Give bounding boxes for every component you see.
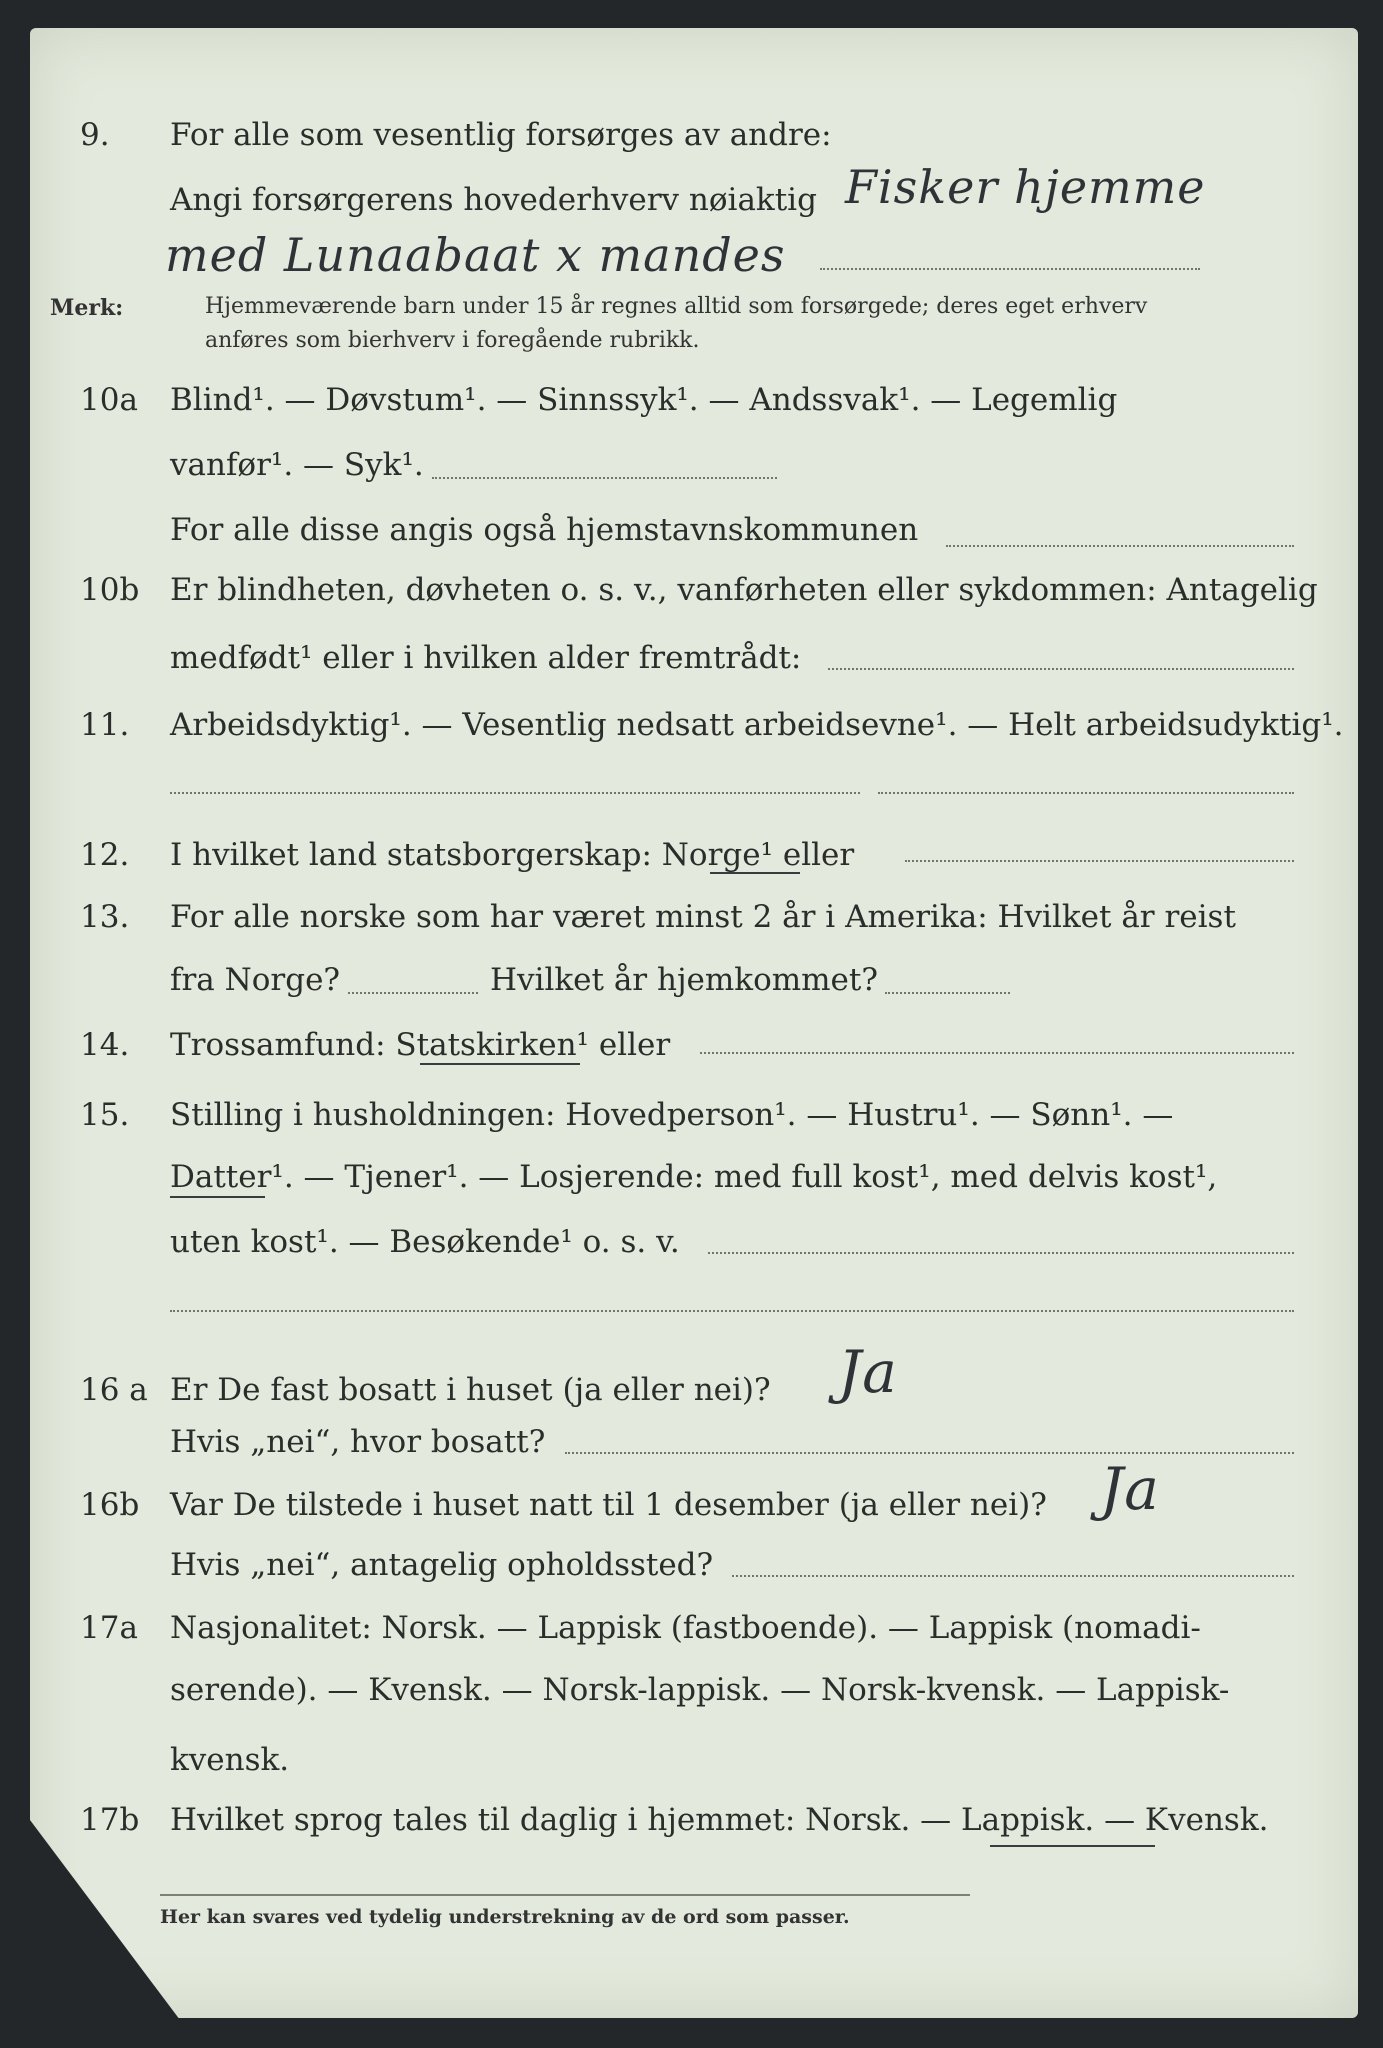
q14-number: 14. bbox=[80, 1027, 130, 1063]
q16b-number: 16b bbox=[80, 1487, 140, 1523]
q17b-number: 17b bbox=[80, 1802, 140, 1838]
q17a-question: Nasjonalitet: Norsk. — Lappisk (fastboende). — Lappisk (nomadi- bbox=[170, 1610, 1201, 1646]
q10a-question-2: vanfør¹. — Syk¹. bbox=[170, 447, 424, 483]
q15-question-2: Datter¹. — Tjener¹. — Losjerende: med full kost¹, med delvis kost¹, bbox=[170, 1159, 1218, 1195]
q9-handwritten-answer-1: Fisker hjemme bbox=[845, 160, 1206, 214]
q15-question-3: uten kost¹. — Besøkende¹ o. s. v. bbox=[170, 1224, 680, 1260]
footnote: Her kan svares ved tydelig understrekning av de ord som passer. bbox=[160, 1906, 850, 1928]
q12-norge-underline bbox=[710, 872, 800, 874]
q15-number: 15. bbox=[80, 1097, 130, 1133]
q17b-question: Hvilket sprog tales til daglig i hjemmet: Norsk. — Lappisk. — Kvensk. bbox=[170, 1802, 1269, 1838]
q16a-question: Er De fast bosatt i huset (ja eller nei)? bbox=[170, 1372, 771, 1408]
q9-handwritten-answer-2: med Lunaabaat x mandes bbox=[165, 228, 786, 282]
q9-question-2: Angi forsørgerens hovederhverv nøiaktig bbox=[170, 182, 817, 218]
q17b-lappisk-underline bbox=[990, 1845, 1155, 1847]
q9-question: For alle som vesentlig forsørges av andre: bbox=[170, 117, 832, 153]
q15-answer-line-2 bbox=[170, 1310, 1294, 1312]
merk-label: Merk: bbox=[50, 295, 124, 321]
q9-number: 9. bbox=[80, 117, 110, 153]
merk-text-1: Hjemmeværende barn under 15 år regnes alltid som forsørgede; deres eget erhverv bbox=[205, 294, 1148, 319]
q13-question: For alle norske som har været minst 2 år i Amerika: Hvilket år reist bbox=[170, 899, 1236, 935]
q16b-handwritten-answer: Ja bbox=[1100, 1455, 1160, 1523]
q10a-answer-line-1 bbox=[432, 477, 777, 479]
q10b-question: Er blindheten, døvheten o. s. v., vanførheten eller sykdommen: Antagelig bbox=[170, 572, 1318, 608]
q15-datter-underline bbox=[170, 1196, 265, 1198]
q12-answer-line bbox=[905, 860, 1294, 862]
footnote-divider bbox=[160, 1894, 970, 1896]
q10a-question: Blind¹. — Døvstum¹. — Sinnssyk¹. — Andssvak¹. — Legemlig bbox=[170, 382, 1118, 418]
q16a-number: 16 a bbox=[80, 1372, 148, 1408]
q13-question-2a: fra Norge? bbox=[170, 962, 341, 998]
q10a-answer-line-2 bbox=[946, 545, 1294, 547]
q16b-answer-line bbox=[732, 1575, 1294, 1577]
q17a-question-3: kvensk. bbox=[170, 1742, 290, 1778]
q12-number: 12. bbox=[80, 837, 130, 873]
q14-answer-line bbox=[700, 1052, 1294, 1054]
q16a-handwritten-answer: Ja bbox=[838, 1338, 898, 1406]
q11-question: Arbeidsdyktig¹. — Vesentlig nedsatt arbeidsevne¹. — Helt arbeidsudyktig¹. bbox=[170, 707, 1344, 743]
q16b-question: Var De tilstede i huset natt til 1 desember (ja eller nei)? bbox=[170, 1487, 1047, 1523]
q10b-number: 10b bbox=[80, 572, 140, 608]
q11-answer-line-2 bbox=[878, 792, 1294, 794]
q17a-number: 17a bbox=[80, 1610, 138, 1646]
q10a-number: 10a bbox=[80, 382, 138, 418]
q13-departure-line bbox=[348, 992, 478, 994]
q11-number: 11. bbox=[80, 707, 130, 743]
q11-answer-line-1 bbox=[170, 792, 860, 794]
q16b-question-2: Hvis „nei“, antagelig opholdssted? bbox=[170, 1547, 714, 1583]
q10a-question-3: For alle disse angis også hjemstavnskommunen bbox=[170, 512, 919, 548]
q9-answer-line bbox=[820, 268, 1200, 270]
q12-question: I hvilket land statsborgerskap: Norge¹ eller bbox=[170, 837, 855, 873]
q10b-question-2: medfødt¹ eller i hvilken alder fremtrådt: bbox=[170, 640, 802, 676]
q17a-question-2: serende). — Kvensk. — Norsk-lappisk. — Norsk-kvensk. — Lappisk- bbox=[170, 1672, 1230, 1708]
q13-number: 13. bbox=[80, 899, 130, 935]
torn-corner bbox=[30, 1820, 180, 2020]
q10b-answer-line bbox=[828, 668, 1294, 670]
q16a-question-2: Hvis „nei“, hvor bosatt? bbox=[170, 1424, 546, 1460]
q13-return-line bbox=[885, 992, 1010, 994]
merk-text-2: anføres som bierhverv i foregående rubrikk. bbox=[205, 328, 700, 353]
q16a-answer-line bbox=[565, 1452, 1294, 1454]
q14-statskirken-underline bbox=[420, 1063, 580, 1065]
q14-question: Trossamfund: Statskirken¹ eller bbox=[170, 1027, 671, 1063]
q15-answer-line-1 bbox=[708, 1252, 1294, 1254]
q15-question: Stilling i husholdningen: Hovedperson¹. — Hustru¹. — Sønn¹. — bbox=[170, 1097, 1174, 1133]
q13-question-2b: Hvilket år hjemkommet? bbox=[490, 962, 878, 998]
